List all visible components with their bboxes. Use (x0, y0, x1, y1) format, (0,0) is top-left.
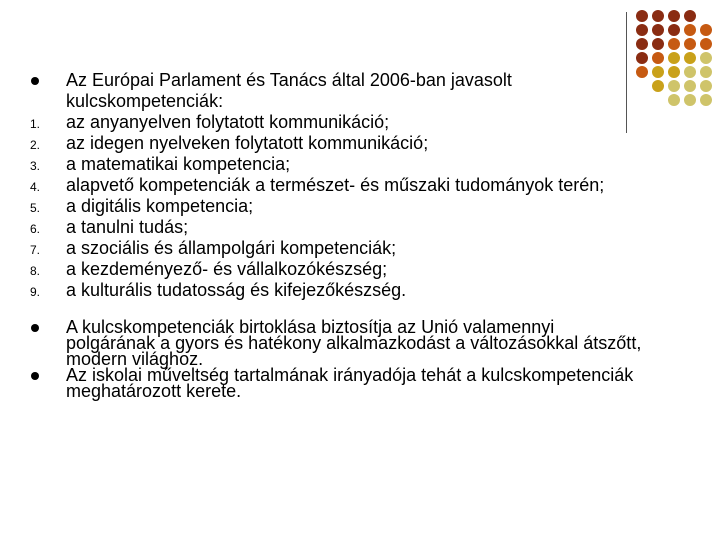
decorative-dot (684, 10, 696, 22)
decorative-dot (652, 24, 664, 36)
decorative-dot (668, 24, 680, 36)
list-item-3 (30, 154, 690, 175)
decorative-dot (668, 10, 680, 22)
paragraph-line: meghatározott kerete. (66, 381, 242, 401)
decorative-dot (652, 38, 664, 50)
list-item-8 (30, 259, 690, 280)
intro-line-1: Az Európai Parlament és Tanács által 2006-ban javasolt (66, 70, 512, 90)
bullet-marker (30, 367, 54, 380)
intro-line-2: kulcskompetenciák: (66, 91, 224, 111)
bullet-dot-icon (31, 77, 39, 85)
decorative-dot (684, 24, 696, 36)
slide-content (30, 70, 690, 399)
decorative-dot (700, 66, 712, 78)
list-item-7 (30, 238, 690, 259)
list-number: 3. (30, 159, 41, 173)
decorative-dot (684, 38, 696, 50)
paragraph-line: modern világhoz. (66, 349, 204, 369)
bullet-dot-icon (31, 324, 39, 332)
list-number: 9. (30, 285, 41, 299)
list-number: 8. (30, 264, 41, 278)
list-number: 1. (30, 117, 41, 131)
paragraph-line: polgárának a gyors és hatékony alkalmazkodást a változásokkal átszőtt, (66, 333, 642, 353)
list-text: a kulturális tudatosság és kifejezőkészség. (66, 280, 407, 300)
list-item-1 (30, 112, 690, 133)
decorative-dot (636, 24, 648, 36)
bullet-marker (30, 319, 54, 332)
list-item-9 (30, 280, 690, 301)
paragraph-line: A kulcskompetenciák birtoklása biztosítja az Unió valamennyi (66, 317, 555, 337)
decorative-dot (700, 38, 712, 50)
paragraph-line: Az iskolai műveltség tartalmának irányadója tehát a kulcskompetenciák (66, 365, 634, 385)
decorative-dot (636, 38, 648, 50)
list-text: a digitális kompetencia; (66, 196, 254, 216)
list-number: 6. (30, 222, 41, 236)
decorative-dot (668, 52, 680, 64)
list-text: az anyanyelven folytatott kommunikáció; (66, 112, 390, 132)
list-item-6 (30, 217, 690, 238)
list-text: a szociális és állampolgári kompetenciák; (66, 238, 397, 258)
bullet-dot-icon (31, 372, 39, 380)
decorative-dot (684, 52, 696, 64)
list-text: az idegen nyelveken folytatott kommunikáció; (66, 133, 429, 153)
list-number: 5. (30, 201, 41, 215)
paragraph-bullet-1 (30, 319, 690, 367)
list-item-2 (30, 133, 690, 154)
decorative-dot (700, 24, 712, 36)
list-text: alapvető kompetenciák a természet- és műszaki tudományok terén; (66, 175, 605, 195)
list-text: a matematikai kompetencia; (66, 154, 291, 174)
paragraph-bullet-2 (30, 367, 690, 399)
decorative-dot (700, 52, 712, 64)
bullet-marker (30, 70, 54, 85)
intro-bullet (30, 70, 690, 112)
decorative-dot (700, 94, 712, 106)
decorative-dot (652, 52, 664, 64)
list-number: 4. (30, 180, 41, 194)
decorative-dot (636, 52, 648, 64)
decorative-dot (700, 80, 712, 92)
decorative-dot (652, 10, 664, 22)
list-item-4 (30, 175, 690, 196)
list-item-5 (30, 196, 690, 217)
list-number: 2. (30, 138, 41, 152)
list-number: 7. (30, 243, 41, 257)
list-text: a tanulni tudás; (66, 217, 189, 237)
decorative-dot (636, 10, 648, 22)
decorative-dot (668, 38, 680, 50)
list-text: a kezdeményező- és vállalkozókészség; (66, 259, 388, 279)
